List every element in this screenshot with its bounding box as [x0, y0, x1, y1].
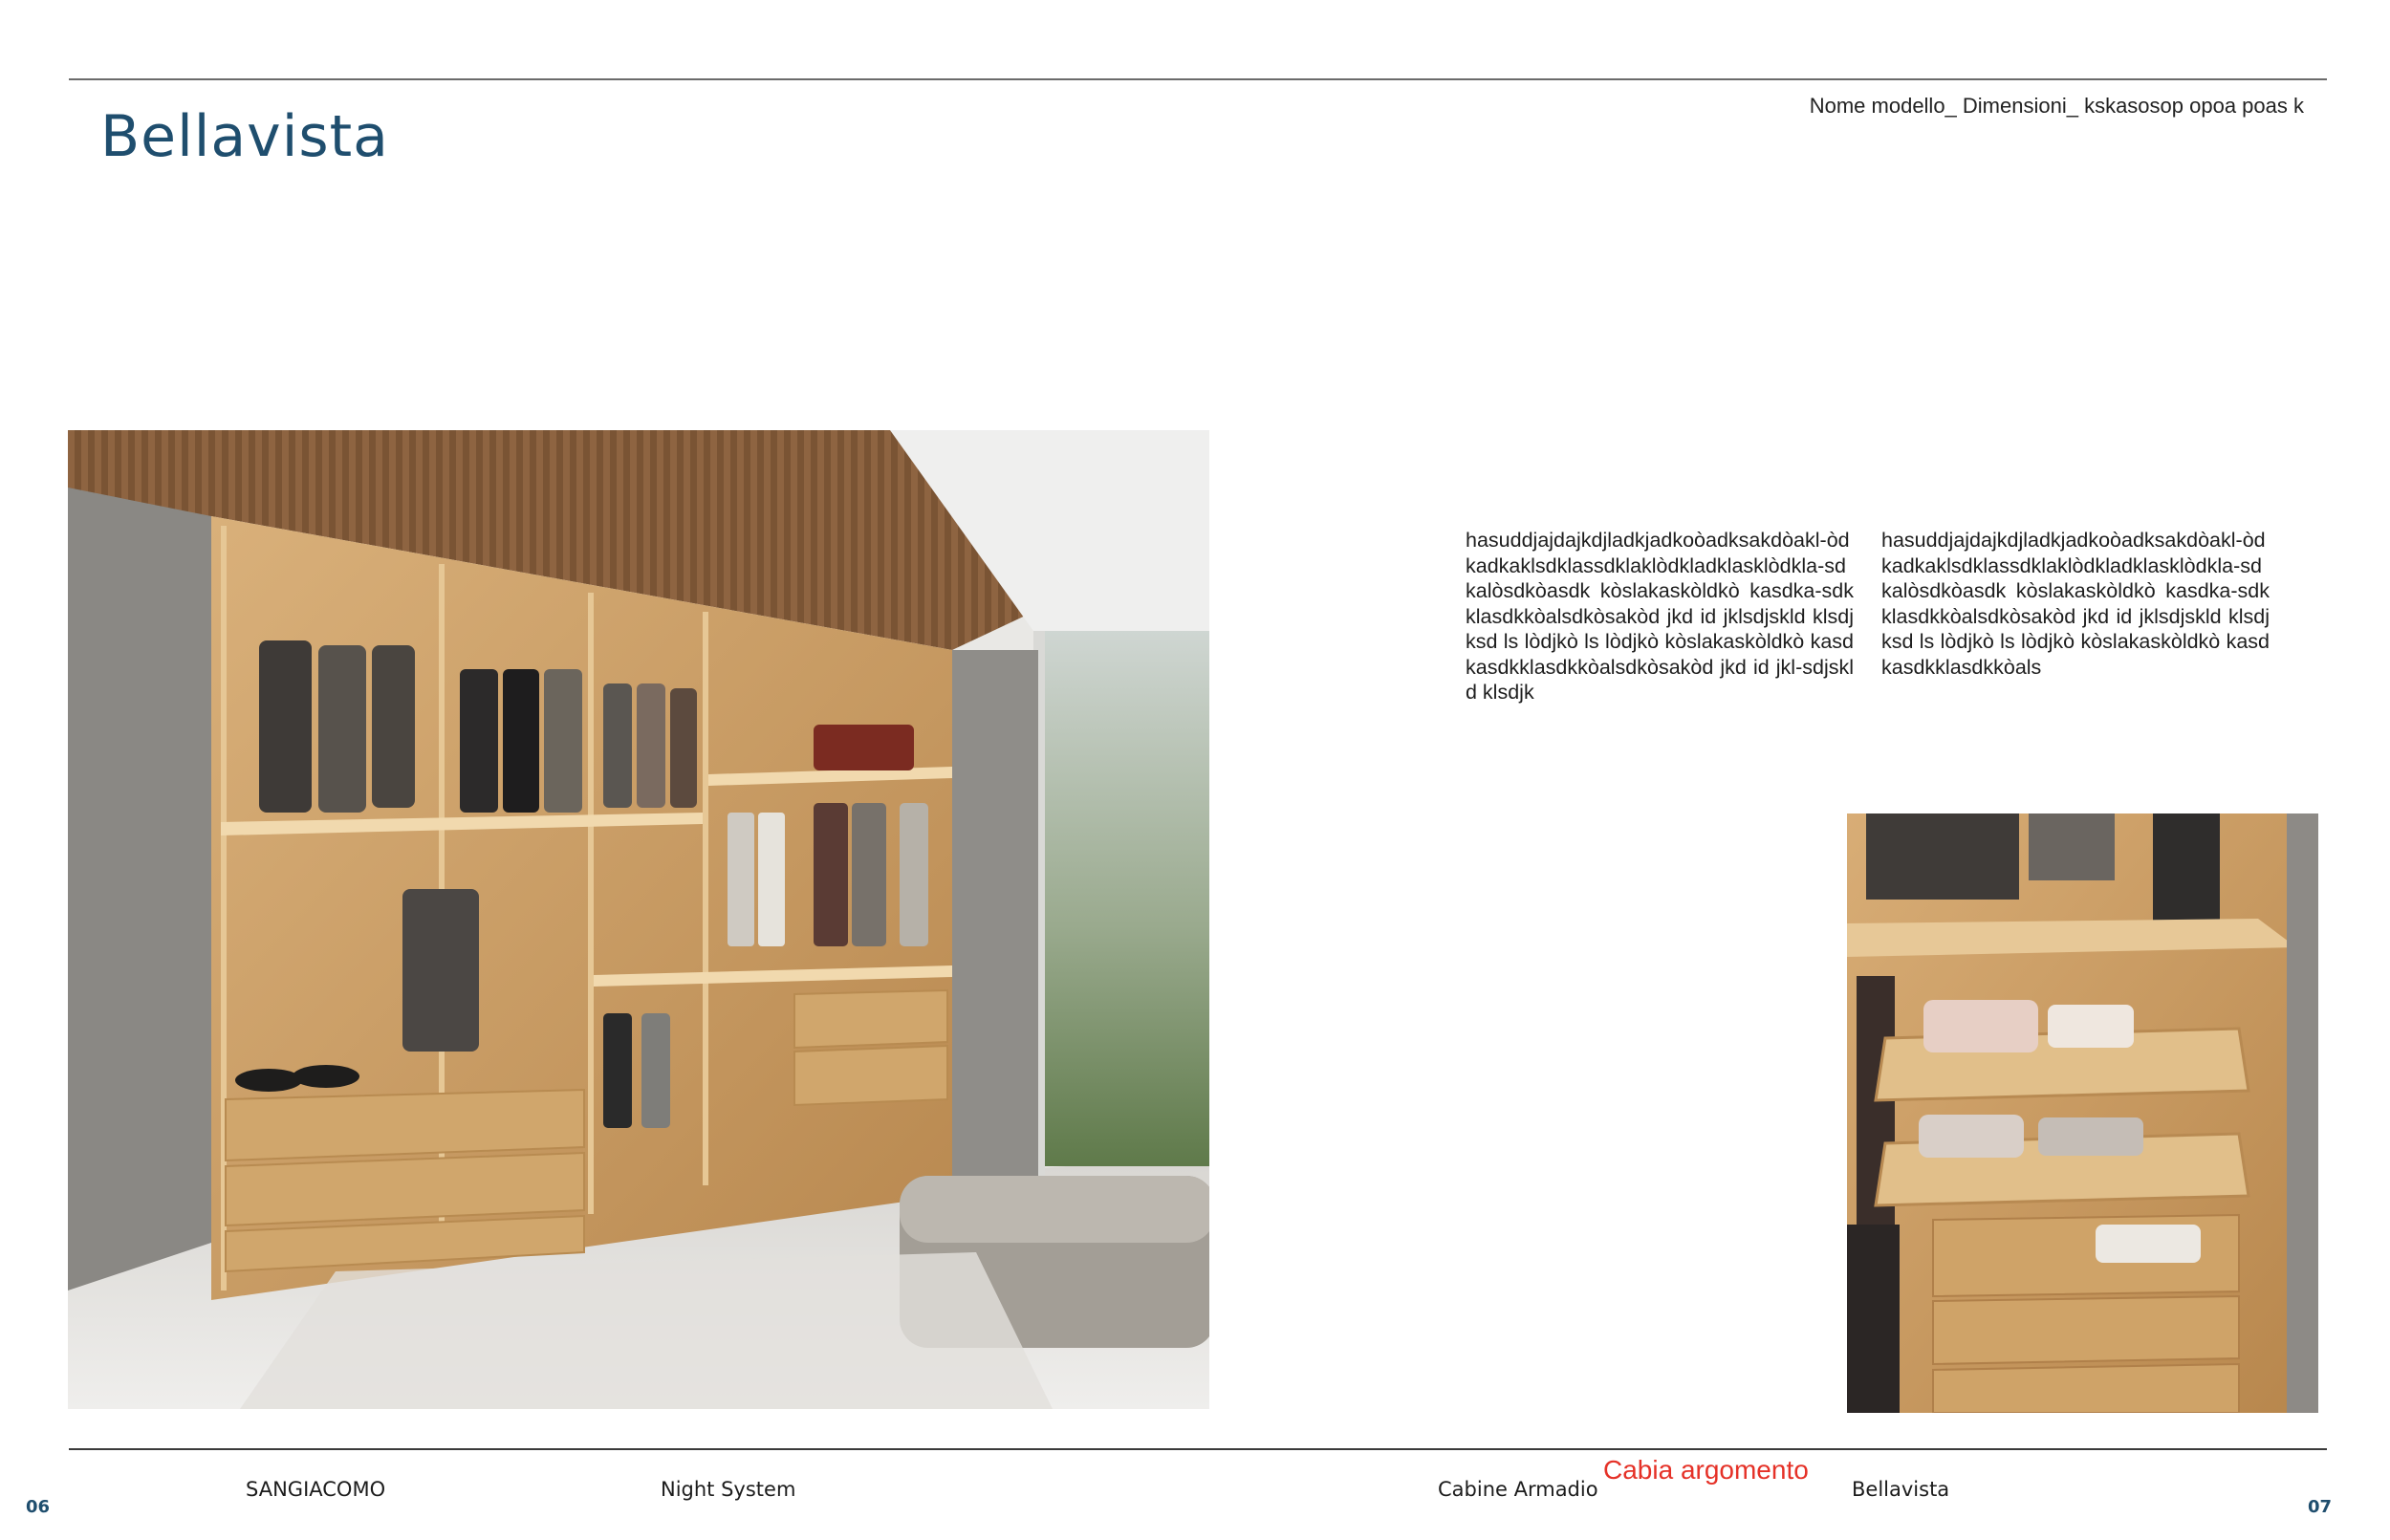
page-title: Bellavista	[100, 103, 389, 170]
bottom-rule	[69, 1448, 2327, 1450]
drawer-detail-photo	[1847, 813, 2318, 1413]
wardrobe-photo	[68, 430, 1209, 1409]
footer-model: Bellavista	[1852, 1478, 1950, 1501]
page-number-right: 07	[2308, 1497, 2333, 1517]
top-rule	[69, 78, 2327, 80]
footer-note: Cabia argomento	[1603, 1455, 1809, 1485]
page-number-left: 06	[26, 1497, 51, 1517]
body-text-column-2: hasuddjajdajkdjladkjadkoòadksakdòakl-òdkadkaklsdklassdklaklòdkladklasklòdkla-sdkalòsdkòasdk kòslakaskòldkò kasdka-sdkklasdkkòalsdkòsakòd jkd id jklsdjskld klsdjksd ls lòdjkò ls lòdjkò kòslakaskòldkò kasdkasdkklasdkkòals	[1881, 529, 2270, 679]
footer-brand: SANGIACOMO	[246, 1478, 386, 1501]
footer-category: Cabine Armadio	[1438, 1478, 1598, 1501]
model-info: Nome modello_ Dimensioni_ kskasosop opoa poas k	[1809, 94, 2304, 118]
body-text-column-1: hasuddjajdajkdjladkjadkoòadksakdòakl-òdkadkaklsdklassdklaklòdkladklasklòdkla-sdkalòsdkòasdk kòslakaskòldkò kasdka-sdkklasdkkòalsdkòsakòd jkd id jklsdjskld klsdjksd ls lòdjkò ls lòdjkò kòslakaskòldkò kasdkasdkklasdkkòalsdkòsakòd jkd id jkl-sdjskld klsdjk	[1466, 529, 1854, 704]
footer-collection: Night System	[661, 1478, 796, 1501]
